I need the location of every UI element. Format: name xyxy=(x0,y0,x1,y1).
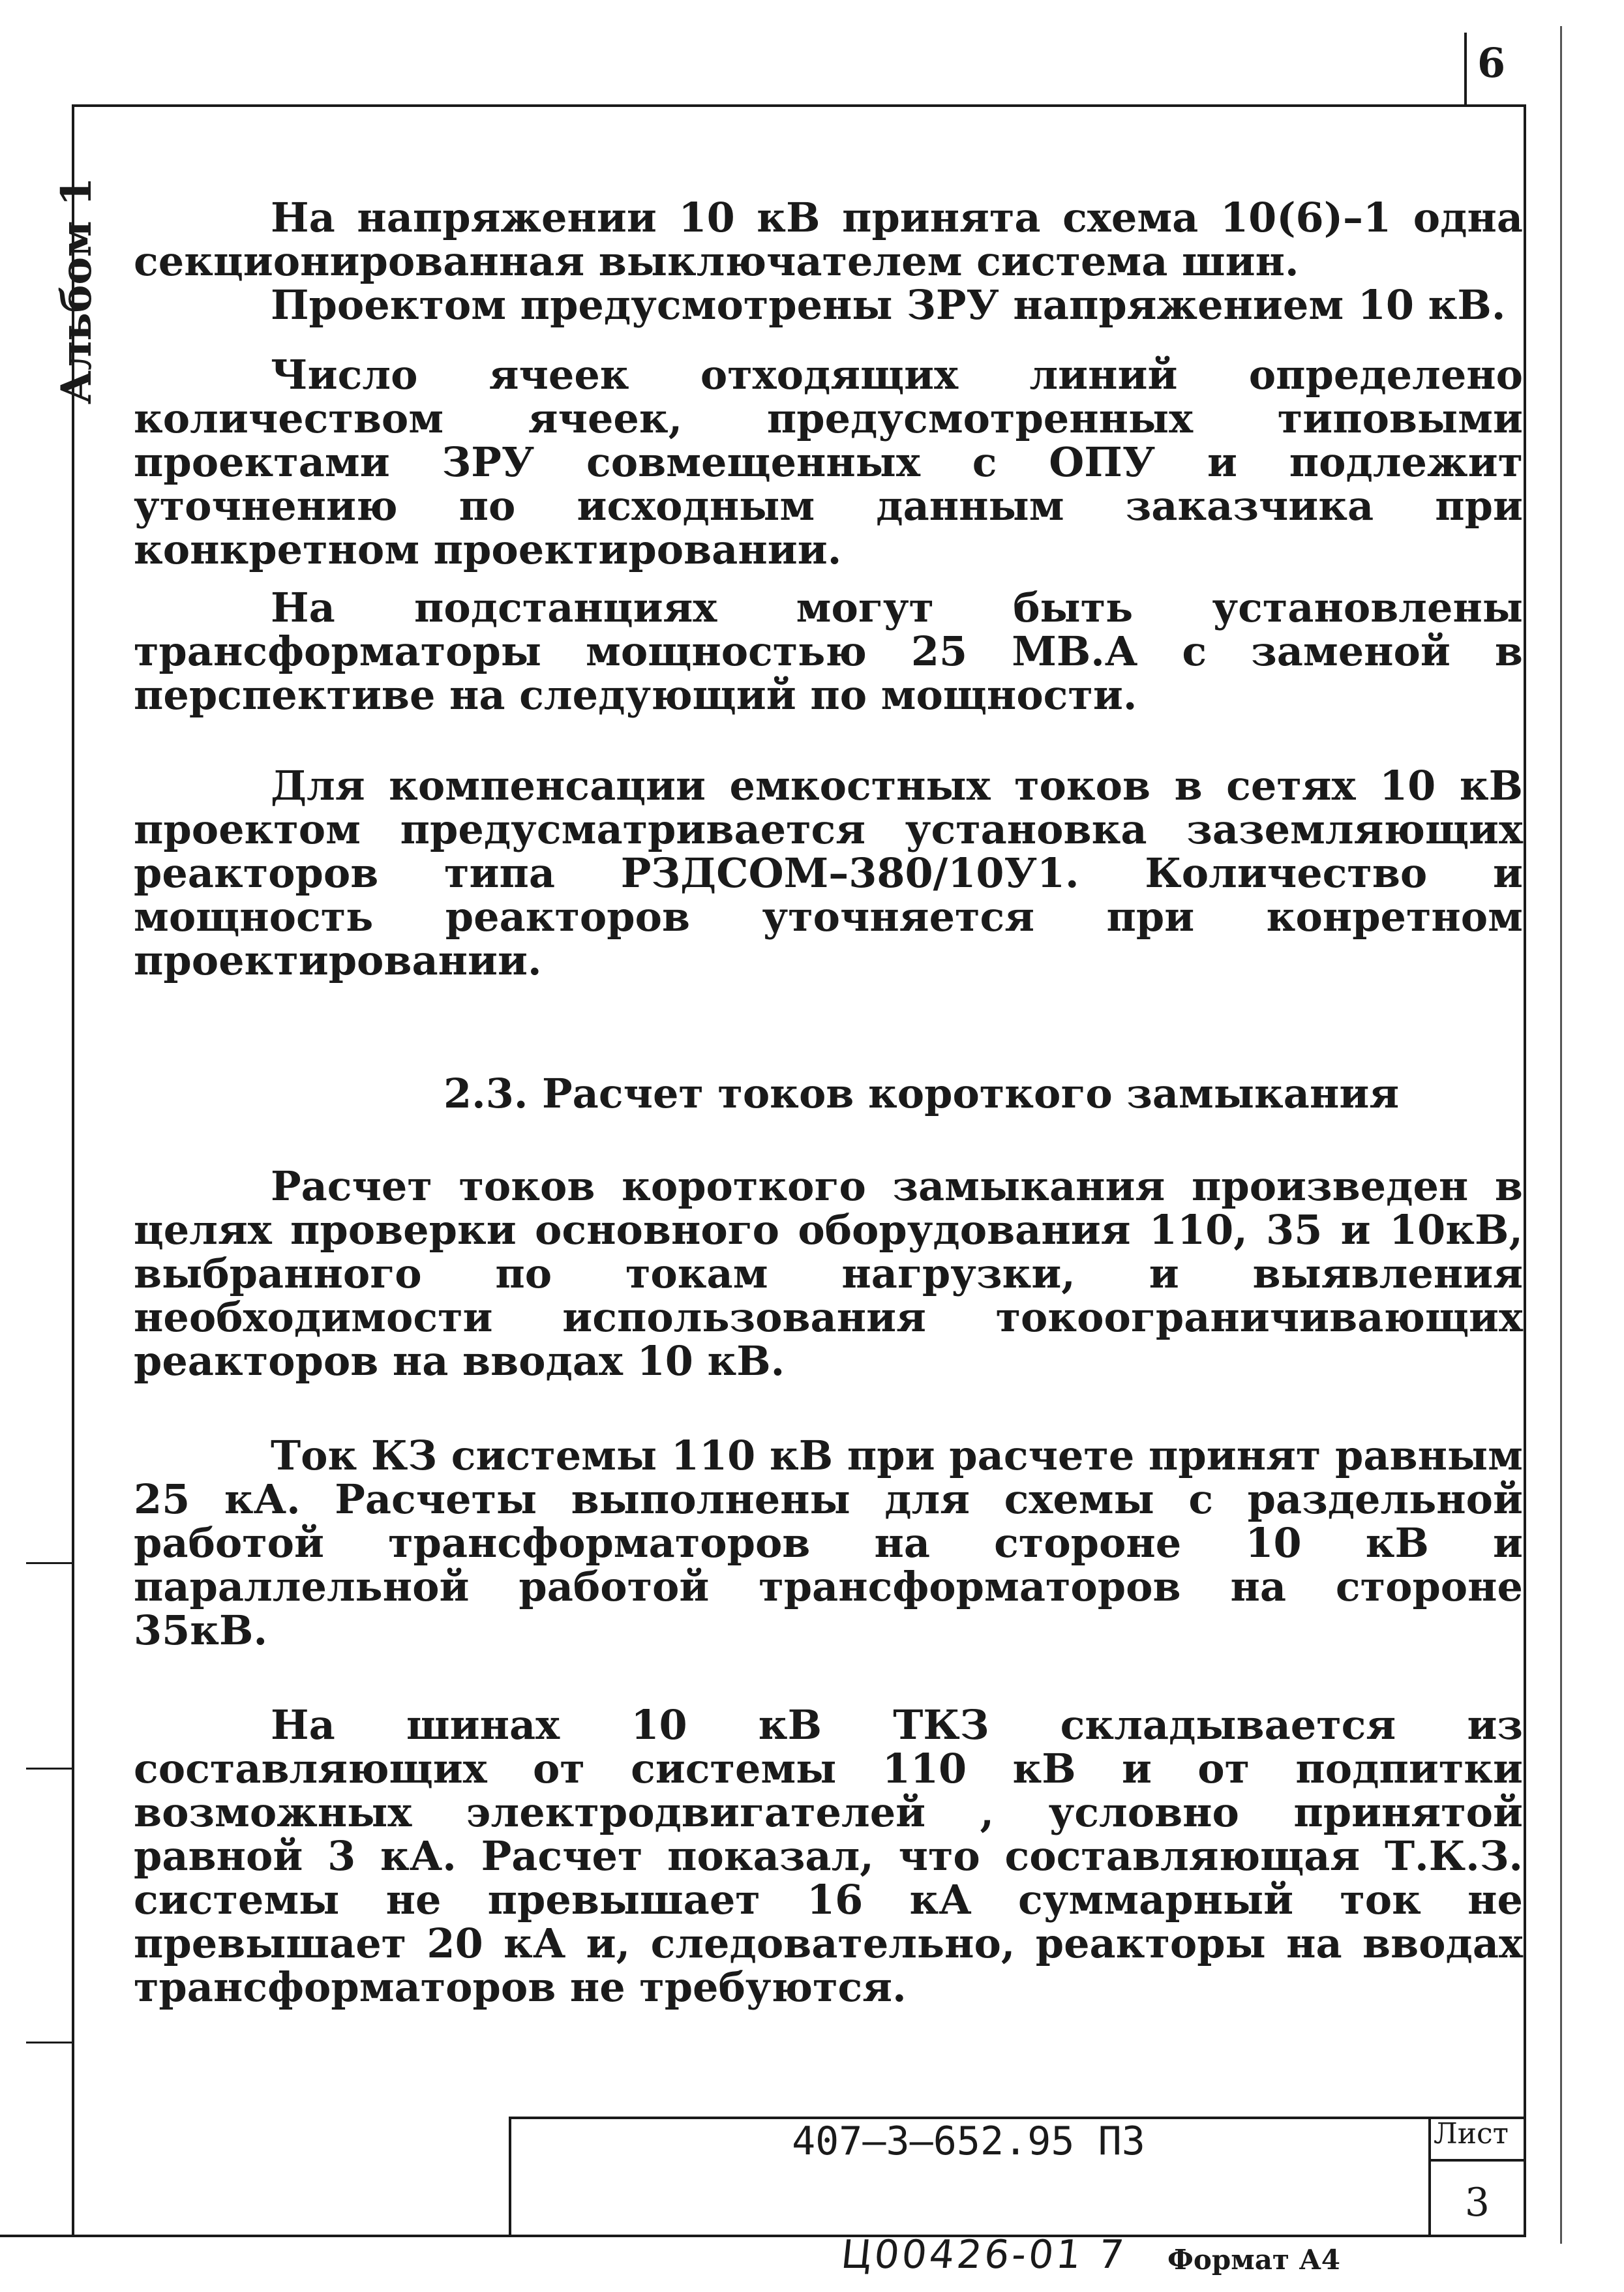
page-number-box-divider xyxy=(1464,33,1467,106)
paragraph: Проектом предусмотрены ЗРУ напряжением 10 кВ. xyxy=(271,281,1506,329)
paragraph: На шинах 10 кВ ТКЗ складывается из составляющих от системы 110 кВ и от подпитки возможных электродвигателей , условно принятой равной 3 кА. Расчет показал, что составляющая Т.К.З. системы не превышает 16 кА суммарный ток не превышает 20 кА и, следовательно, реакторы на вводах трансформаторов не требуются. xyxy=(134,1701,1523,2011)
frame-right-border xyxy=(1524,104,1526,2237)
paragraph: На подстанциях могут быть установлены трансформаторы мощностью 25 МВ.А с заменой в перспективе на следующий по мощности. xyxy=(134,584,1523,719)
album-label: Альбом 1 xyxy=(52,177,101,404)
margin-tick-3 xyxy=(26,2042,74,2043)
frame-bottom-border xyxy=(0,2235,1526,2237)
frame-left-border xyxy=(72,104,74,2237)
stamp-sheet-label-line xyxy=(1428,2159,1526,2162)
section-heading: 2.3. Расчет токов короткого замыкания xyxy=(444,1070,1400,1117)
body-block-1 xyxy=(134,196,1523,982)
frame-top-border xyxy=(72,104,1526,107)
body-block-2 xyxy=(134,1164,1523,2009)
sheet-number: 3 xyxy=(1464,2180,1490,2225)
page-number: 6 xyxy=(1477,39,1506,87)
handwritten-inventory-code: Ц00426-01 7 xyxy=(839,2232,1129,2278)
paragraph: Ток КЗ системы 110 кВ при расчете принят равным 25 кА. Расчеты выполнены для схемы с раздельной работой трансформаторов на стороне 10 кВ и параллельной работой трансформаторов на стороне 35кВ. xyxy=(134,1432,1523,1654)
sheet-label: Лист xyxy=(1434,2117,1509,2150)
stamp-sheet-divider xyxy=(1428,2117,1431,2236)
paragraph: Число ячеек отходящих линий определено количеством ячеек, предусмотренных типовыми проектами ЗРУ совмещенных с ОПУ и подлежит уточнению по исходным данным заказчика при конкретном проектировании. xyxy=(134,351,1523,573)
margin-tick-1 xyxy=(26,1562,74,1564)
outer-right-line xyxy=(1560,26,1562,2244)
document-code: 407–3–652.95 ПЗ xyxy=(792,2119,1145,2164)
paragraph: Расчет токов короткого замыкания произведен в целях проверки основного оборудования 110, 35 и 10кВ, выбранного по токам нагрузки, и выявления необходимости использования токоограничивающих реакторов на вводах 10 кВ. xyxy=(134,1162,1523,1385)
margin-tick-2 xyxy=(26,1768,74,1770)
paragraph: На напряжении 10 кВ принята схема 10(6)–1 одна секционированная выключателем система шин. xyxy=(134,194,1523,285)
paragraph: Для компенсации емкостных токов в сетях 10 кВ проектом предусматривается установка заземляющих реакторов типа РЗДСОМ–380/10У1. Количество и мощность реакторов уточняется при конретном проектировании. xyxy=(134,762,1523,984)
format-label: Формат А4 xyxy=(1167,2244,1341,2276)
